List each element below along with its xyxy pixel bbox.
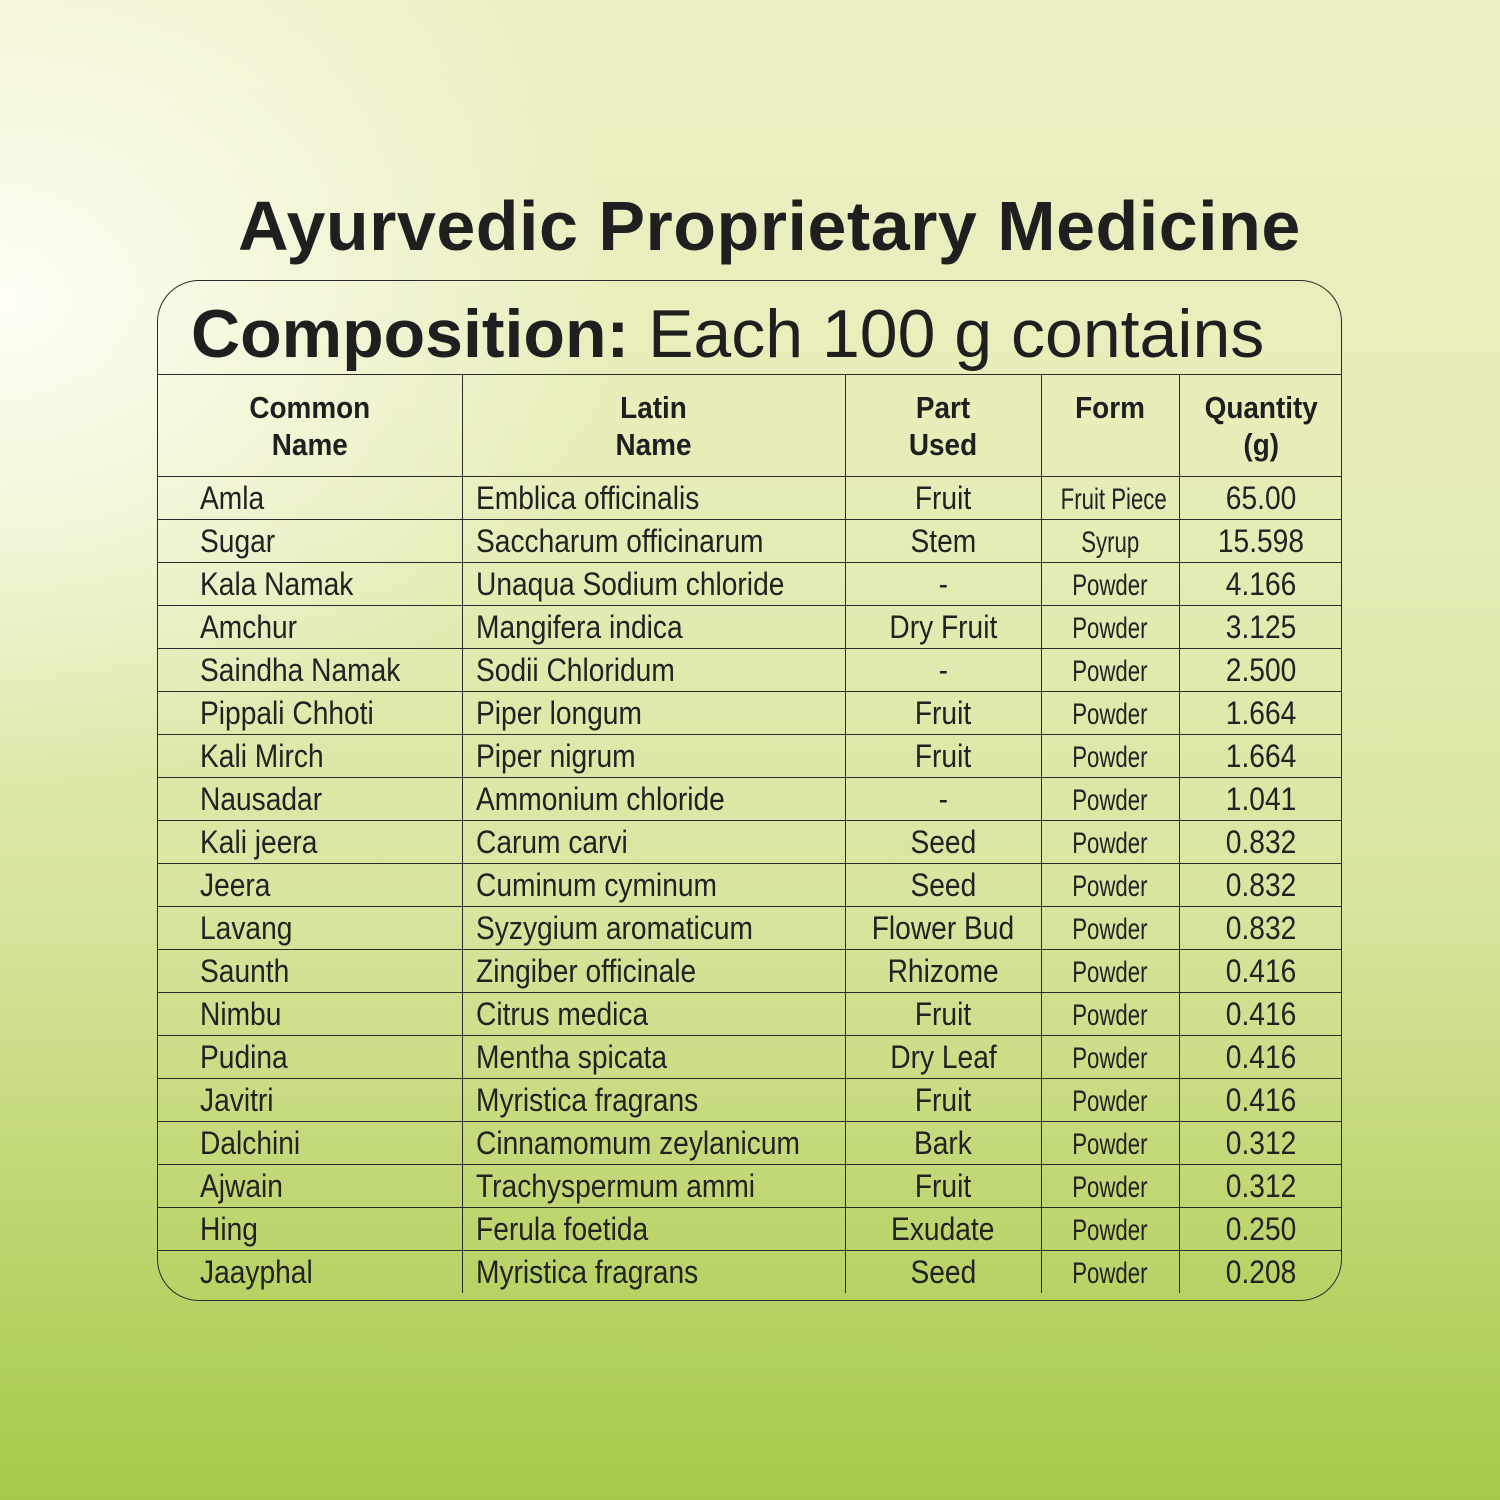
cell-quantity: 1.041 (1179, 778, 1342, 821)
cell-part-used: Stem (845, 520, 1041, 563)
cell-latin-name: Unaqua Sodium chloride (462, 563, 845, 606)
cell-latin-name: Cinnamomum zeylanicum (462, 1122, 845, 1165)
cell-latin-name: Zingiber officinale (462, 950, 845, 993)
composition-text: Each 100 g contains (648, 296, 1265, 372)
cell-quantity: 2.500 (1179, 649, 1342, 692)
cell-quantity: 0.312 (1179, 1122, 1342, 1165)
header-form: Form (1048, 375, 1172, 477)
cell-form: Powder (1041, 778, 1179, 821)
composition-label: Composition: (191, 296, 630, 372)
header-latin-name: Latin Name (481, 375, 826, 477)
cell-form: Powder (1041, 1165, 1179, 1208)
cell-part-used: Seed (845, 821, 1041, 864)
cell-common-name: Kala Namak (158, 563, 462, 606)
cell-common-name: Pippali Chhoti (158, 692, 462, 735)
cell-latin-name: Mangifera indica (462, 606, 845, 649)
cell-latin-name: Mentha spicata (462, 1036, 845, 1079)
cell-latin-name: Syzygium aromaticum (462, 907, 845, 950)
cell-form: Powder (1041, 1208, 1179, 1251)
cell-part-used: Seed (845, 864, 1041, 907)
cell-quantity: 0.832 (1179, 821, 1342, 864)
cell-quantity: 0.208 (1179, 1251, 1342, 1294)
cell-form: Powder (1041, 692, 1179, 735)
header-common-name: Common Name (173, 375, 447, 477)
cell-common-name: Pudina (158, 1036, 462, 1079)
cell-common-name: Kali Mirch (158, 735, 462, 778)
cell-form: Powder (1041, 606, 1179, 649)
cell-quantity: 65.00 (1179, 477, 1342, 520)
cell-part-used: Rhizome (845, 950, 1041, 993)
cell-common-name: Nimbu (158, 993, 462, 1036)
cell-latin-name: Piper longum (462, 692, 845, 735)
header-part-used: Part Used (855, 375, 1031, 477)
cell-latin-name: Emblica officinalis (462, 477, 845, 520)
table-row (158, 864, 1342, 907)
cell-latin-name: Piper nigrum (462, 735, 845, 778)
cell-quantity: 1.664 (1179, 692, 1342, 735)
cell-form: Powder (1041, 907, 1179, 950)
cell-common-name: Saunth (158, 950, 462, 993)
cell-part-used: - (845, 778, 1041, 821)
cell-form: Powder (1041, 821, 1179, 864)
table-row (158, 606, 1342, 649)
cell-part-used: Fruit (845, 692, 1041, 735)
cell-common-name: Dalchini (158, 1122, 462, 1165)
cell-part-used: Seed (845, 1251, 1041, 1294)
cell-common-name: Saindha Namak (158, 649, 462, 692)
cell-quantity: 0.312 (1179, 1165, 1342, 1208)
cell-form: Powder (1041, 1079, 1179, 1122)
table-row (158, 649, 1342, 692)
table-row (158, 1208, 1342, 1251)
cell-part-used: Bark (845, 1122, 1041, 1165)
cell-form: Powder (1041, 649, 1179, 692)
page-title: Ayurvedic Proprietary Medicine (238, 187, 1301, 265)
cell-part-used: Fruit (845, 993, 1041, 1036)
table-row (158, 477, 1342, 520)
cell-quantity: 0.416 (1179, 1036, 1342, 1079)
cell-form: Powder (1041, 993, 1179, 1036)
cell-common-name: Jeera (158, 864, 462, 907)
table-header-row (158, 375, 1342, 477)
cell-form: Powder (1041, 1036, 1179, 1079)
cell-latin-name: Myristica fragrans (462, 1251, 845, 1294)
table-row (158, 778, 1342, 821)
table-row (158, 993, 1342, 1036)
cell-quantity: 0.416 (1179, 950, 1342, 993)
cell-form: Powder (1041, 1251, 1179, 1294)
table-row (158, 692, 1342, 735)
cell-part-used: Flower Bud (845, 907, 1041, 950)
cell-form: Powder (1041, 1122, 1179, 1165)
cell-quantity: 3.125 (1179, 606, 1342, 649)
composition-panel (157, 280, 1342, 1301)
table-row (158, 821, 1342, 864)
cell-form: Fruit Piece (1041, 477, 1179, 520)
cell-common-name: Lavang (158, 907, 462, 950)
cell-part-used: - (845, 563, 1041, 606)
cell-form: Syrup (1041, 520, 1179, 563)
cell-part-used: Fruit (845, 1079, 1041, 1122)
cell-quantity: 0.416 (1179, 993, 1342, 1036)
cell-latin-name: Trachyspermum ammi (462, 1165, 845, 1208)
cell-part-used: Dry Fruit (845, 606, 1041, 649)
table-row (158, 735, 1342, 778)
cell-part-used: Dry Leaf (845, 1036, 1041, 1079)
cell-quantity: 0.832 (1179, 864, 1342, 907)
cell-quantity: 0.832 (1179, 907, 1342, 950)
table-row (158, 520, 1342, 563)
header-quantity: Quantity (g) (1187, 375, 1335, 477)
cell-latin-name: Myristica fragrans (462, 1079, 845, 1122)
cell-quantity: 1.664 (1179, 735, 1342, 778)
cell-latin-name: Sodii Chloridum (462, 649, 845, 692)
cell-quantity: 4.166 (1179, 563, 1342, 606)
composition-table (158, 374, 1342, 1293)
cell-latin-name: Ammonium chloride (462, 778, 845, 821)
composition-heading (191, 295, 1264, 373)
cell-form: Powder (1041, 735, 1179, 778)
cell-latin-name: Carum carvi (462, 821, 845, 864)
cell-latin-name: Saccharum officinarum (462, 520, 845, 563)
cell-form: Powder (1041, 563, 1179, 606)
table-row (158, 1122, 1342, 1165)
cell-common-name: Amchur (158, 606, 462, 649)
cell-common-name: Ajwain (158, 1165, 462, 1208)
table-row (158, 950, 1342, 993)
cell-latin-name: Citrus medica (462, 993, 845, 1036)
cell-part-used: Exudate (845, 1208, 1041, 1251)
cell-common-name: Kali jeera (158, 821, 462, 864)
cell-latin-name: Cuminum cyminum (462, 864, 845, 907)
cell-common-name: Nausadar (158, 778, 462, 821)
table-row (158, 1165, 1342, 1208)
cell-quantity: 0.416 (1179, 1079, 1342, 1122)
cell-latin-name: Ferula foetida (462, 1208, 845, 1251)
cell-part-used: Fruit (845, 1165, 1041, 1208)
cell-common-name: Jaayphal (158, 1251, 462, 1294)
table-row (158, 563, 1342, 606)
cell-part-used: Fruit (845, 735, 1041, 778)
cell-form: Powder (1041, 864, 1179, 907)
cell-common-name: Sugar (158, 520, 462, 563)
cell-part-used: - (845, 649, 1041, 692)
table-row (158, 1036, 1342, 1079)
table-row (158, 907, 1342, 950)
cell-common-name: Hing (158, 1208, 462, 1251)
table-row (158, 1079, 1342, 1122)
cell-form: Powder (1041, 950, 1179, 993)
cell-common-name: Javitri (158, 1079, 462, 1122)
cell-common-name: Amla (158, 477, 462, 520)
table-row (158, 1251, 1342, 1294)
cell-quantity: 15.598 (1179, 520, 1342, 563)
cell-quantity: 0.250 (1179, 1208, 1342, 1251)
cell-part-used: Fruit (845, 477, 1041, 520)
